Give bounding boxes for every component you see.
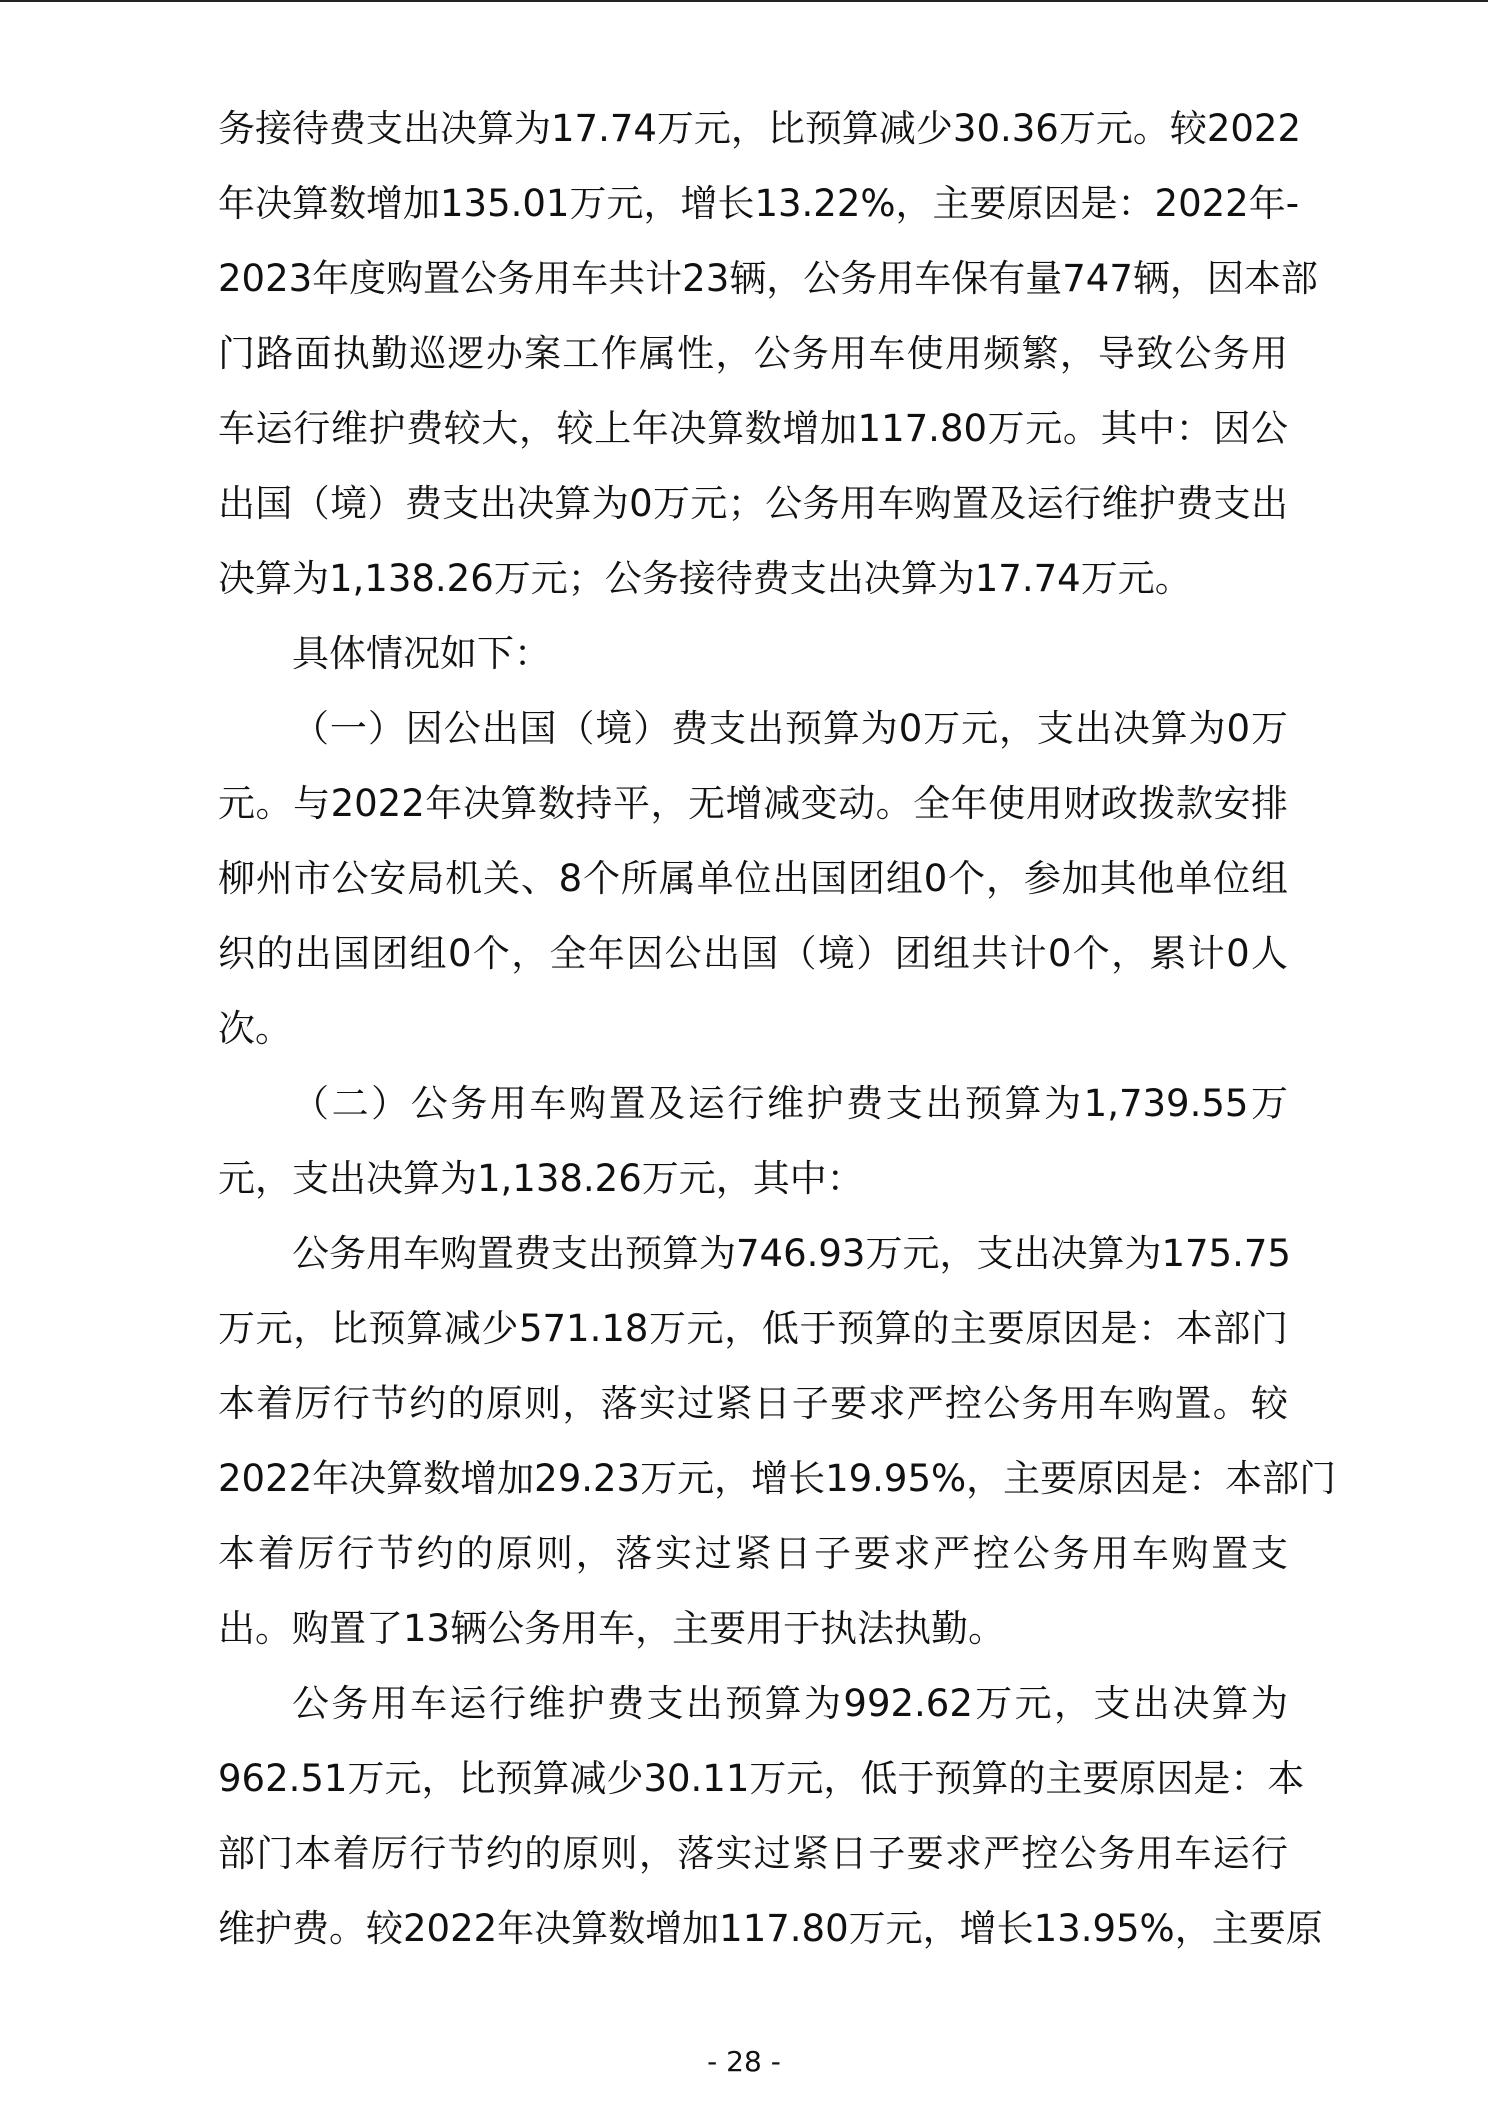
paragraph-line: 2023年度购置公务用车共计23辆，公务用车保有量747辆，因本部 bbox=[218, 257, 1318, 300]
paragraph-line: 2022年决算数增加29.23万元，增长19.95%，主要原因是：本部门 bbox=[218, 1457, 1337, 1500]
paragraph-line: 织的出国团组0个，全年因公出国（境）团组共计0个，累计0人 bbox=[218, 932, 1288, 975]
paragraph-line: 年决算数增加135.01万元，增长13.22%，主要原因是：2022年- bbox=[218, 182, 1300, 225]
paragraph-line: 具体情况如下： bbox=[292, 632, 551, 675]
paragraph-line: 出国（境）费支出决算为0万元；公务用车购置及运行维护费支出 bbox=[218, 482, 1288, 525]
paragraph-line: 本着厉行节约的原则，落实过紧日子要求严控公务用车购置支 bbox=[218, 1532, 1288, 1575]
paragraph-line: 部门本着厉行节约的原则，落实过紧日子要求严控公务用车运行 bbox=[218, 1832, 1288, 1875]
paragraph-line: 维护费。较2022年决算数增加117.80万元，增长13.95%，主要原 bbox=[218, 1907, 1323, 1950]
paragraph-line: 车运行维护费较大，较上年决算数增加117.80万元。其中：因公 bbox=[218, 407, 1288, 450]
paragraph-line: （二）公务用车购置及运行维护费支出预算为1,739.55万 bbox=[292, 1082, 1288, 1125]
paragraph-line: 次。 bbox=[218, 1007, 292, 1050]
paragraph-line: 公务用车运行维护费支出预算为992.62万元，支出决算为 bbox=[292, 1682, 1288, 1725]
paragraph-line: 本着厉行节约的原则，落实过紧日子要求严控公务用车购置。较 bbox=[218, 1382, 1288, 1425]
paragraph-line: 公务用车购置费支出预算为746.93万元，支出决算为175.75 bbox=[292, 1232, 1291, 1275]
paragraph-line: 元。与2022年决算数持平，无增减变动。全年使用财政拨款安排 bbox=[218, 782, 1288, 825]
paragraph-line: 柳州市公安局机关、8个所属单位出国团组0个，参加其他单位组 bbox=[218, 857, 1288, 900]
paragraph-line: 元，支出决算为1,138.26万元，其中： bbox=[218, 1157, 864, 1200]
top-border-line bbox=[0, 0, 1488, 2]
page-number: - 28 - bbox=[707, 2045, 781, 2078]
paragraph-line: 务接待费支出决算为17.74万元，比预算减少30.36万元。较2022 bbox=[218, 107, 1302, 150]
paragraph-line: 出。购置了13辆公务用车，主要用于执法执勤。 bbox=[218, 1607, 1006, 1650]
paragraph-line: 决算为1,138.26万元；公务接待费支出决算为17.74万元。 bbox=[218, 557, 1192, 600]
paragraph-line: （一）因公出国（境）费支出预算为0万元，支出决算为0万 bbox=[292, 707, 1288, 750]
document-body bbox=[218, 98, 1337, 1973]
paragraph-line: 门路面执勤巡逻办案工作属性，公务用车使用频繁，导致公务用 bbox=[218, 332, 1288, 375]
paragraph-line: 万元，比预算减少571.18万元，低于预算的主要原因是：本部门 bbox=[218, 1307, 1288, 1350]
paragraph-line: 962.51万元，比预算减少30.11万元，低于预算的主要原因是：本 bbox=[218, 1757, 1305, 1800]
